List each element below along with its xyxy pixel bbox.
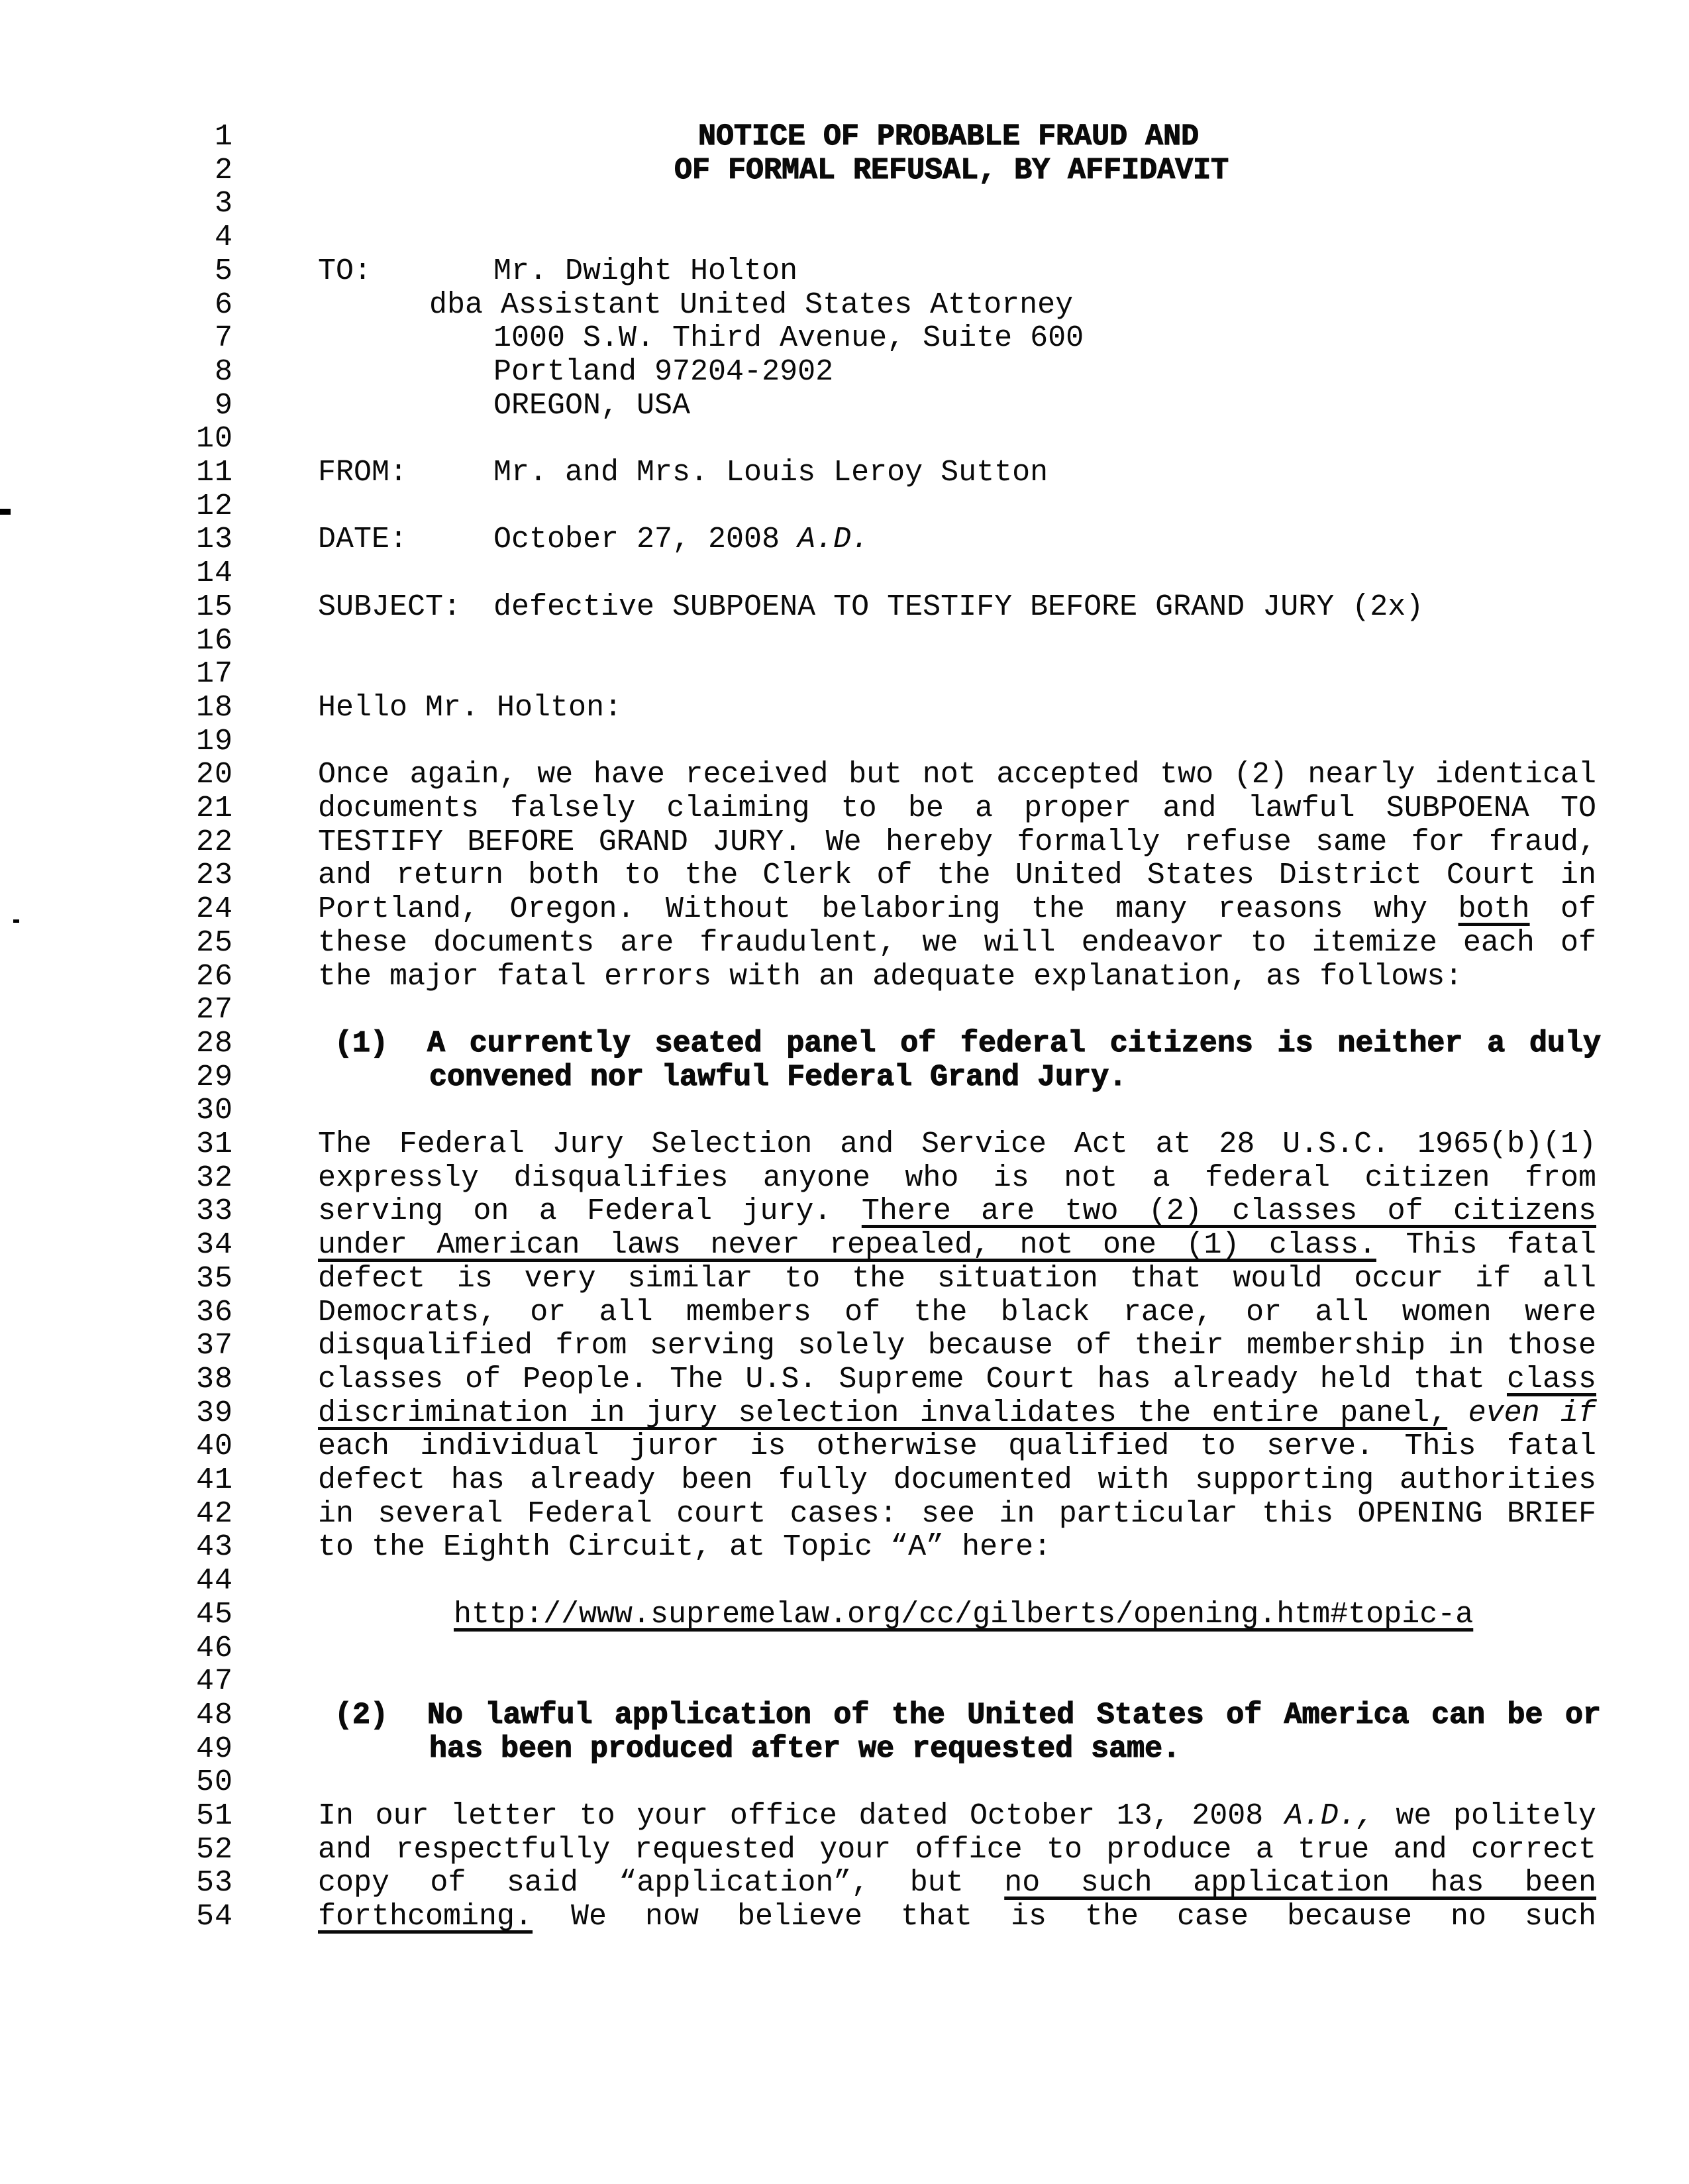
justified-text-block bbox=[318, 792, 1596, 825]
document-line bbox=[0, 826, 1689, 859]
line-text: DATE: bbox=[318, 523, 408, 556]
line-text: FROM: bbox=[318, 456, 408, 490]
line-number: 20 bbox=[195, 758, 233, 792]
line-text: No lawful application of the United States of America can be or bbox=[427, 1698, 1601, 1732]
justified-text-block bbox=[318, 927, 1596, 960]
document-line bbox=[0, 725, 1689, 758]
line-text: each individual juror is otherwise qualified to serve. This fatal bbox=[318, 1430, 1596, 1463]
line-text: A.D., bbox=[1284, 1799, 1374, 1833]
line-number: 22 bbox=[195, 825, 233, 859]
line-text: Mr. Dwight Holton bbox=[493, 254, 798, 288]
line-text: Mr. and Mrs. Louis Leroy Sutton bbox=[493, 456, 1049, 490]
line-segment bbox=[493, 523, 797, 556]
line-number: 41 bbox=[195, 1463, 233, 1497]
justified-text-block bbox=[318, 1229, 1596, 1262]
line-number: 7 bbox=[214, 321, 233, 355]
justified-text-block bbox=[318, 859, 1596, 892]
line-number: 21 bbox=[195, 792, 233, 825]
line-text: defect has already been fully documented with supporting authorities bbox=[318, 1463, 1596, 1497]
document-line bbox=[0, 1229, 1689, 1262]
line-text: Hello Mr. Holton: bbox=[318, 691, 623, 725]
line-number: 19 bbox=[195, 725, 233, 758]
line-text: OREGON, USA bbox=[493, 389, 691, 423]
line-text: This fatal bbox=[1376, 1228, 1596, 1262]
justified-text-block bbox=[318, 1397, 1596, 1430]
line-number: 47 bbox=[195, 1665, 233, 1698]
line-text: these documents are fraudulent, we will endeavor to itemize each of bbox=[318, 926, 1596, 960]
line-number: 44 bbox=[195, 1564, 233, 1598]
document-line bbox=[0, 792, 1689, 825]
line-number: 54 bbox=[195, 1900, 233, 1934]
line-text: Democrats, or all members of the black race, or all women were bbox=[318, 1296, 1596, 1329]
justified-text-block bbox=[318, 1263, 1596, 1296]
document-line bbox=[0, 859, 1689, 892]
line-segment bbox=[334, 1699, 388, 1732]
line-number: 23 bbox=[195, 858, 233, 892]
line-number: 25 bbox=[195, 926, 233, 960]
line-number: 45 bbox=[195, 1598, 233, 1632]
line-number: 34 bbox=[195, 1228, 233, 1262]
document-line bbox=[0, 927, 1689, 960]
line-text: A currently seated panel of federal citizens is neither a duly bbox=[427, 1027, 1601, 1061]
line-text: SUBJECT: bbox=[318, 590, 462, 624]
justified-text-block bbox=[318, 1162, 1596, 1195]
line-text: NOTICE OF PROBABLE FRAUD AND bbox=[698, 120, 1200, 154]
document-line bbox=[0, 390, 1689, 423]
line-number: 53 bbox=[195, 1866, 233, 1900]
justified-text-block bbox=[318, 1464, 1596, 1497]
line-text: under American laws never repealed, not one (1) class. bbox=[318, 1228, 1376, 1262]
line-number: 40 bbox=[195, 1430, 233, 1463]
justified-text-block bbox=[318, 1900, 1596, 1934]
line-number: 28 bbox=[195, 1027, 233, 1061]
line-segment bbox=[318, 1531, 1051, 1564]
line-segment bbox=[429, 289, 1073, 322]
line-number: 17 bbox=[195, 657, 233, 691]
line-number: 37 bbox=[195, 1329, 233, 1363]
line-text: and respectfully requested your office to produce a true and correct bbox=[318, 1833, 1596, 1867]
document-line bbox=[0, 423, 1689, 456]
document-line bbox=[0, 1128, 1689, 1161]
document-line bbox=[0, 1665, 1689, 1698]
line-number: 50 bbox=[195, 1765, 233, 1799]
document-line bbox=[0, 758, 1689, 792]
document-line bbox=[0, 1900, 1689, 1934]
line-number: 8 bbox=[214, 355, 233, 389]
line-number: 49 bbox=[195, 1732, 233, 1766]
line-number: 24 bbox=[195, 892, 233, 926]
line-text: We now believe that is the case because no such bbox=[533, 1900, 1596, 1934]
document-line bbox=[0, 121, 1689, 154]
line-segment bbox=[674, 154, 1229, 187]
line-number: 26 bbox=[195, 960, 233, 994]
document-line bbox=[0, 625, 1689, 658]
document-line bbox=[0, 1329, 1689, 1363]
line-text: Portland, Oregon. Without belaboring the many reasons why bbox=[318, 892, 1459, 926]
line-text: Portland 97204-2902 bbox=[493, 355, 834, 389]
justified-text-block bbox=[318, 1296, 1596, 1329]
justified-text-block bbox=[318, 1800, 1596, 1833]
line-text: serving on a Federal jury. bbox=[318, 1194, 862, 1228]
justified-text-block bbox=[318, 1430, 1596, 1463]
document-line bbox=[0, 1162, 1689, 1195]
line-number: 14 bbox=[195, 556, 233, 590]
line-text: to the Eighth Circuit, at Topic “A” here: bbox=[318, 1530, 1052, 1564]
document-line bbox=[0, 1430, 1689, 1463]
line-text: in several Federal court cases: see in particular this OPENING BRIEF bbox=[318, 1497, 1596, 1531]
line-text: In our letter to your office dated October 13, 2008 bbox=[318, 1799, 1285, 1833]
line-number: 30 bbox=[195, 1094, 233, 1127]
document-url-text: http://www.supremelaw.org/cc/gilberts/opening.htm#topic-a bbox=[454, 1598, 1474, 1632]
document-line bbox=[0, 1498, 1689, 1531]
document-line bbox=[0, 557, 1689, 590]
line-text: (1) bbox=[334, 1027, 389, 1061]
line-text: Once again, we have received but not accepted two (2) nearly identical bbox=[318, 758, 1596, 792]
line-text: disqualified from serving solely because of their membership in those bbox=[318, 1329, 1596, 1363]
line-number: 35 bbox=[195, 1262, 233, 1296]
line-text: TESTIFY BEFORE GRAND JURY. We hereby formally refuse same for fraud, bbox=[318, 825, 1596, 859]
document-line bbox=[0, 658, 1689, 691]
line-segment bbox=[493, 456, 1048, 490]
document-line bbox=[0, 1094, 1689, 1127]
document-line bbox=[0, 591, 1689, 624]
line-text: (2) bbox=[334, 1698, 389, 1732]
document-line bbox=[0, 994, 1689, 1027]
line-segment bbox=[493, 591, 1423, 624]
line-number: 42 bbox=[195, 1497, 233, 1531]
document-line bbox=[0, 1363, 1689, 1396]
justified-text-block bbox=[318, 1329, 1596, 1363]
document-line bbox=[0, 1397, 1689, 1430]
line-number: 18 bbox=[195, 691, 233, 725]
document-line bbox=[0, 1027, 1689, 1061]
line-number: 13 bbox=[195, 523, 233, 556]
line-number: 3 bbox=[214, 187, 233, 221]
document-line bbox=[0, 255, 1689, 288]
line-segment bbox=[493, 390, 690, 423]
line-text: both bbox=[1458, 892, 1530, 926]
line-segment bbox=[318, 591, 461, 624]
line-number: 52 bbox=[195, 1833, 233, 1867]
document-line bbox=[0, 221, 1689, 254]
document-line bbox=[0, 1699, 1689, 1732]
document-line bbox=[0, 1531, 1689, 1564]
document-line bbox=[0, 1061, 1689, 1094]
document-line bbox=[0, 289, 1689, 322]
line-text: defect is very similar to the situation that would occur if all bbox=[318, 1262, 1596, 1296]
line-number: 36 bbox=[195, 1296, 233, 1329]
line-text: and return both to the Clerk of the United States District Court in bbox=[318, 858, 1596, 892]
line-number: 11 bbox=[195, 456, 233, 490]
line-number: 48 bbox=[195, 1698, 233, 1732]
line-number: 39 bbox=[195, 1396, 233, 1430]
line-text bbox=[1447, 1396, 1468, 1430]
line-number: 46 bbox=[195, 1632, 233, 1665]
line-text: discrimination in jury selection invalidates the entire panel, bbox=[318, 1396, 1448, 1430]
line-number: 16 bbox=[195, 624, 233, 658]
line-text: expressly disqualifies anyone who is not a federal citizen from bbox=[318, 1161, 1596, 1195]
document-line bbox=[0, 1632, 1689, 1665]
line-segment bbox=[493, 322, 1084, 355]
document-line bbox=[0, 1195, 1689, 1228]
line-number: 12 bbox=[195, 490, 233, 523]
line-text: copy of said “application”, but bbox=[318, 1866, 1005, 1900]
line-text: documents falsely claiming to be a proper and lawful SUBPOENA TO bbox=[318, 792, 1596, 825]
document-line bbox=[0, 1598, 1689, 1632]
line-number: 43 bbox=[195, 1530, 233, 1564]
line-segment bbox=[318, 255, 372, 288]
line-text: we politely bbox=[1374, 1799, 1596, 1833]
line-text: A.D. bbox=[797, 523, 870, 556]
line-segment bbox=[318, 961, 1462, 994]
line-number: 1 bbox=[214, 120, 233, 154]
justified-text-block bbox=[318, 758, 1596, 792]
justified-text-block bbox=[318, 1195, 1596, 1228]
line-segment bbox=[698, 121, 1199, 154]
justified-text-block bbox=[318, 1498, 1596, 1531]
line-segment bbox=[493, 255, 797, 288]
line-number: 4 bbox=[214, 221, 233, 254]
scan-artifact-speck bbox=[0, 509, 11, 515]
line-text: classes of People. The U.S. Supreme Court has already held that bbox=[318, 1363, 1507, 1396]
document-line bbox=[0, 456, 1689, 490]
document-line bbox=[0, 187, 1689, 221]
line-number: 6 bbox=[214, 288, 233, 322]
justified-text-block bbox=[427, 1699, 1601, 1732]
line-text: convened nor lawful Federal Grand Jury. bbox=[429, 1061, 1127, 1094]
line-segment bbox=[429, 1733, 1180, 1766]
line-number: 29 bbox=[195, 1061, 233, 1094]
line-segment bbox=[318, 692, 622, 725]
line-text: no such application has been bbox=[1004, 1866, 1597, 1900]
line-text: OF FORMAL REFUSAL, BY AFFIDAVIT bbox=[674, 154, 1229, 187]
document-line bbox=[0, 356, 1689, 389]
justified-text-block bbox=[318, 1363, 1596, 1396]
line-text: has been produced after we requested same. bbox=[429, 1732, 1181, 1766]
justified-text-block bbox=[318, 893, 1596, 926]
line-text: forthcoming. bbox=[318, 1900, 533, 1934]
line-segment bbox=[334, 1027, 388, 1061]
justified-text-block bbox=[318, 1834, 1596, 1867]
document-line bbox=[0, 1464, 1689, 1497]
document-line bbox=[0, 692, 1689, 725]
line-text: There are two (2) classes of citizens bbox=[861, 1194, 1596, 1228]
line-text: defective SUBPOENA TO TESTIFY BEFORE GRAND JURY (2x) bbox=[493, 590, 1424, 624]
line-text: 1000 S.W. Third Avenue, Suite 600 bbox=[493, 321, 1084, 355]
line-number: 9 bbox=[214, 389, 233, 423]
document-line bbox=[0, 1565, 1689, 1598]
justified-text-block bbox=[318, 826, 1596, 859]
scan-artifact-speck bbox=[13, 919, 19, 923]
line-number: 33 bbox=[195, 1194, 233, 1228]
line-text: TO: bbox=[318, 254, 372, 288]
document-line bbox=[0, 1296, 1689, 1329]
line-text: October 27, 2008 bbox=[493, 523, 798, 556]
line-number: 32 bbox=[195, 1161, 233, 1195]
line-number: 38 bbox=[195, 1363, 233, 1396]
document-line bbox=[0, 154, 1689, 187]
document-line bbox=[0, 1834, 1689, 1867]
document-line bbox=[0, 961, 1689, 994]
line-segment bbox=[454, 1598, 1473, 1632]
document-line bbox=[0, 490, 1689, 523]
line-number: 15 bbox=[195, 590, 233, 624]
document-line bbox=[0, 322, 1689, 355]
line-number: 10 bbox=[195, 422, 233, 456]
line-number: 31 bbox=[195, 1127, 233, 1161]
line-text: even if bbox=[1468, 1396, 1597, 1430]
line-text: dba Assistant United States Attorney bbox=[429, 288, 1074, 322]
document-line bbox=[0, 1867, 1689, 1900]
line-segment bbox=[493, 356, 833, 389]
justified-text-block bbox=[427, 1027, 1601, 1061]
line-text: The Federal Jury Selection and Service Act at 28 U.S.C. 1965(b)(1) bbox=[318, 1127, 1596, 1161]
document-line bbox=[0, 893, 1689, 926]
document-line bbox=[0, 1263, 1689, 1296]
line-text: of bbox=[1529, 892, 1597, 926]
line-number: 27 bbox=[195, 993, 233, 1027]
line-number: 2 bbox=[214, 154, 233, 187]
document-line bbox=[0, 1800, 1689, 1833]
line-segment bbox=[797, 523, 869, 556]
document-line bbox=[0, 1733, 1689, 1766]
justified-text-block bbox=[318, 1867, 1596, 1900]
line-segment bbox=[318, 523, 407, 556]
document-line bbox=[0, 523, 1689, 556]
line-segment bbox=[318, 456, 407, 490]
line-segment bbox=[429, 1061, 1127, 1094]
line-number: 5 bbox=[214, 254, 233, 288]
line-number: 51 bbox=[195, 1799, 233, 1833]
line-text: class bbox=[1506, 1363, 1596, 1396]
document-line bbox=[0, 1766, 1689, 1799]
justified-text-block bbox=[318, 1128, 1596, 1161]
line-text: the major fatal errors with an adequate explanation, as follows: bbox=[318, 960, 1463, 994]
